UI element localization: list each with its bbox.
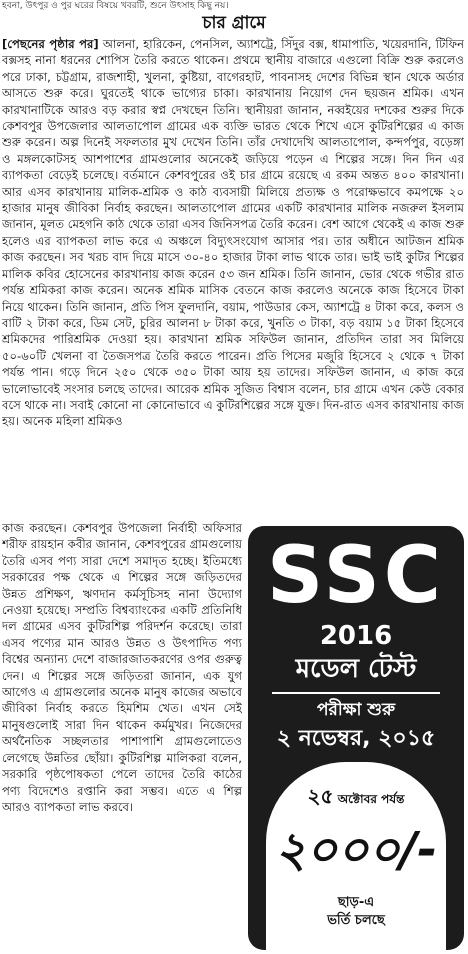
ad-exam-start: পরীক্ষা শুরু [316, 700, 396, 720]
article-body-left-column: কাজ করছেন। কেশবপুর উপজেলা নির্বাহী অফিসার শরীফ রায়হান কবীর জানান, কেশবপুরের গ্রামগুলোয় তৈরি এসব পণ্য সারা দেশে সমাদৃত হচ্ছে। ইতিমধ্যে সরকারের পক্ষ থেকে এ শিল্পের সঙ্গে জড়িতদের উন্নত প্রশিক্ষণ, ঋণদান কর্মসূচিসহ নানা উদ্যোগ নেওয়া হয়েছে। সম্প্রতি বিশ্বব্যাংকের একটি প্রতিনিধি দল গ্রামের এসব কুটিরশিল্প পরিদর্শন করেছে। তারা এসব পণ্যের মান আরও উন্নত ও উৎপাদিত পণ্য বিশ্বের অন্যান্য দেশে বাজারজাতকরণের ওপর গুরুত্ব দেন। এ শিল্পের সঙ্গে জড়িতরা জানান, এক যুগ আগেও এ গ্রামগুলোর অনেক মানুষ কাজের অভাবে জীবিকা নির্বাহ করতে হিমশিম খেত। এখন সেই মানুষগুলোই সারা দিন থাকেন কর্মমুখর। নিজেদের অর্থনৈতিক সচ্ছলতার পাশাপাশি গ্রামগুলোতেও লেগেছে উন্নতির ছোঁয়া। কুটিরশিল্প মালিকরা বলেন, সরকারি পৃষ্ঠপোষকতা পেলে তাদের তৈরি কাঠের পণ্য বিদেশেও রপ্তানি করা সম্ভব। এতে এ শিল্প আরও ব্যাপকতা লাভ করবে। [2, 521, 242, 814]
ssc-model-test-ad [248, 526, 464, 950]
ad-brand: SSC [266, 531, 446, 621]
article-body-top [2, 36, 464, 549]
ad-model-test: মডেল টেস্ট [295, 654, 417, 684]
ad-divider [272, 692, 440, 694]
ad-until-number: ২৫ [307, 784, 334, 808]
ad-discount: ছাড়-এ [337, 895, 375, 910]
ad-until [266, 786, 446, 809]
article-body-top-text: আলনা, হারিকেন, পেনসিল, অ্যাশট্রে, সিঁদুর বক্স, ধামাপাতি, খয়েরদানি, টিফিন বক্সসহ নানা ধরনের শোপিস তৈরি করতে থাকেন। প্রথমে স্থানীয় বাজারে এগুলো বিক্রি শুরু করলেও পরে ঢাকা, চট্টগ্রাম, রাজশাহী, খুলনা, কুষ্টিয়া, বাগেরহাট, পাবনাসহ দেশের বিভিন্ন স্থান থেকে অর্ডার আসতে শুরু করে। ঘুরতেই থাকে ভাগ্যের চাকা। কারখানায় নিয়োগ দেন ছয়জন শ্রমিক। এখন কারখানাটিকে আরও বড় করার স্বপ্ন দেখছেন তিনি। স্থানীয়রা জানান, নব্বইয়ের দশকের শুরুর দিকে কেশবপুর উপজেলার আলতাপোল গ্রামের এক ব্যক্তি ভারত থেকে শিখে এসে কুটিরশিল্পের এ কাজ শুরু করেন। অল্প দিনেই সফলতার মুখ দেখেন তিনি। তাঁর দেখাদেখি আলতাপোল, কন্দর্পপুর, বড়েঙ্গা ও মঙ্গলকোটসহ আশপাশের গ্রামগুলোর অনেকেই জড়িয়ে পড়েন এ শিল্পের সঙ্গে। দিন দিন এর ব্যাপকতা বেড়েই চলেছে। বর্তমানে কেশবপুরের ওই চার গ্রামে রয়েছে এ রকম অন্তত ৪০০ কারখানা। আর এসব কারখানায় মালিক-শ্রমিক ও কাঠ ব্যবসায়ী মিলিয়ে প্রত্যক্ষ ও পরোক্ষভাবে কমপক্ষে ২০ হাজার মানুষ জীবিকা নির্বাহ করছেন। আলতাপোল গ্রামের একটি কারখানার মালিক নজরুল ইসলাম জানান, মূলত মেহগনি কাঠ থেকে তারা এসব জিনিসপত্র তৈরি করেন। বেশ আগে থেকেই এ কাজ শুরু হলেও এর ব্যাপকতা লাভ করে এ অঞ্চলে বিদ্যুৎসংযোগ আসার পর। তার অধীনে আটজন শ্রমিক কাজ করছেন। সব খরচ বাদ দিয়ে মাসে ৩০-৪০ হাজার টাকা লাভ থাকে তার। ভাই ভাই কুটির শিল্পের মালিক কবির হোসেনের কারখানায় কাজ করেন ৫৩ জন শ্রমিক। তিনি জানান, ভোর থেকে গভীর রাত পর্যন্ত শ্রমিকরা কাজ করেন। অনেক শ্রমিক মাসিক বেতনে কাজ করলেও অনেকে কাজ হিসেবে টাকা নিয়ে থাকেন। তিনি জানান, প্রতি পিস ফুলদানি, বয়াম, পাউডার কেস, অ্যাশট্রে ৪ টাকা করে, কলস ও বাটি ২ টাকা করে, ডিম সেট, চুরির আলনা ৮ টাকা করে, খুনতি ৩ টাকা, বড় বয়াম ১৫ টাকা হিসেবে শ্রমিকদের পারিশ্রমিক দেওয়া হয়। কারখানা শ্রমিক সফিউল জানান, প্রতিদিন তারা সব মিলিয়ে ৫০-৬০টি খেলনা বা তৈজসপত্র তৈরি করতে পারেন। প্রতি পিসের মজুরি হিসেবে ২ থেকে ৭ টাকা পর্যন্ত পান। গড়ে দিনে ২৫০ থেকে ৩৫০ টাকা আয় হয় তাদের। সফিউল জানান, এ কাজ করে ভালোভাবেই সংসার চলছে তাদের। আরেক শ্রমিক সুজিত বিশ্বাস বলেন, চার গ্রামে এখন কেউ বেকার বসে থাকে না। সবাই কোনো না কোনোভাবে এ কুটিরশিল্পের সঙ্গে যুক্ত। দিন-রাত এসব কারখানায় কাজ হয়। অনেক মহিলা শ্রমিকও [2, 37, 464, 429]
ad-admission: ভর্তি চলছে [327, 913, 385, 928]
ad-until-text: অক্টোবর পর্যন্ত [337, 792, 405, 806]
ad-year: 2016 [319, 621, 393, 651]
ad-amount: ২০০০/- [274, 822, 438, 878]
ad-price-panel [266, 762, 446, 950]
article-title: চার গ্রামে [202, 13, 266, 33]
continued-label: [পেছনের পৃষ্ঠার পর] [2, 37, 99, 51]
previous-article-snippet: হবনা, উৎপুর ও পুর ঘরের বিষয়ে খবরটি, শুনে উৎসাহ কিছু নয়। [2, 1, 229, 11]
ad-exam-date: ২ নভেম্বর, ২০১৫ [276, 726, 436, 751]
